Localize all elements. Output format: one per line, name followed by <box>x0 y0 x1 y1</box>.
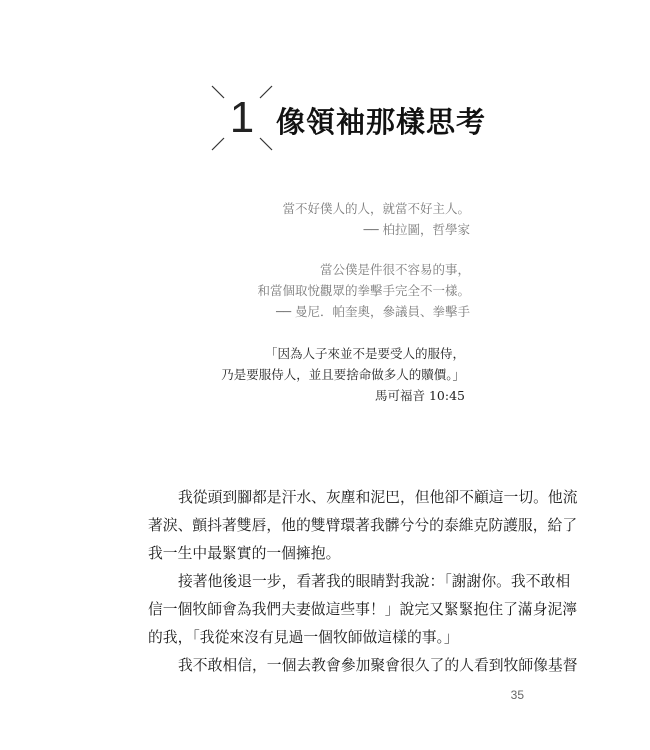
epigraph-attribution: ── 曼尼．帕奎奧，參議員、拳擊手 <box>275 304 470 319</box>
body-line: 的我，「我從來沒有見過一個牧師做這樣的事。」 <box>148 629 459 646</box>
scripture-reference: 馬可福音 10:45 <box>375 388 465 403</box>
scripture-line: 乃是要服侍人，並且要捨命做多人的贖價。」 <box>221 367 465 382</box>
scripture-line: 「因為人子來並不是要受人的服侍， <box>264 346 465 361</box>
chapter-number: 1 <box>229 93 255 142</box>
chapter-title: 像領袖那樣思考 <box>276 105 487 139</box>
body-line: 我一生中最緊實的一個擁抱。 <box>148 545 341 562</box>
epigraph-pacquiao <box>140 259 470 322</box>
epigraph-attribution: ── 柏拉圖，哲學家 <box>363 222 470 237</box>
scripture-quote <box>130 343 465 406</box>
epigraph-plato <box>140 198 470 240</box>
body-line: 接著他後退一步，看著我的眼睛對我說：「謝謝你。我不敢相 <box>178 573 571 590</box>
epigraph-line: 當不好僕人的人，就當不好主人。 <box>282 201 470 216</box>
chapter-number-mark <box>210 82 274 154</box>
body-line: 我不敢相信，一個去教會參加聚會很久了的人看到牧師像基督 <box>178 657 578 674</box>
body-line: 著淚、顫抖著雙唇，他的雙臂環著我髒兮兮的泰維克防護服，給了 <box>148 517 578 534</box>
body-text <box>148 484 578 680</box>
body-line: 我從頭到腳都是汗水、灰塵和泥巴，但他卻不顧這一切。他流 <box>178 489 578 506</box>
epigraph-line: 和當個取悅觀眾的拳擊手完全不一樣。 <box>257 283 470 298</box>
body-line: 信一個牧師會為我們夫妻做這些事！」說完又緊緊抱住了滿身泥濘 <box>148 601 578 618</box>
epigraph-line: 當公僕是件很不容易的事， <box>319 262 470 277</box>
page-number: 35 <box>510 688 524 702</box>
